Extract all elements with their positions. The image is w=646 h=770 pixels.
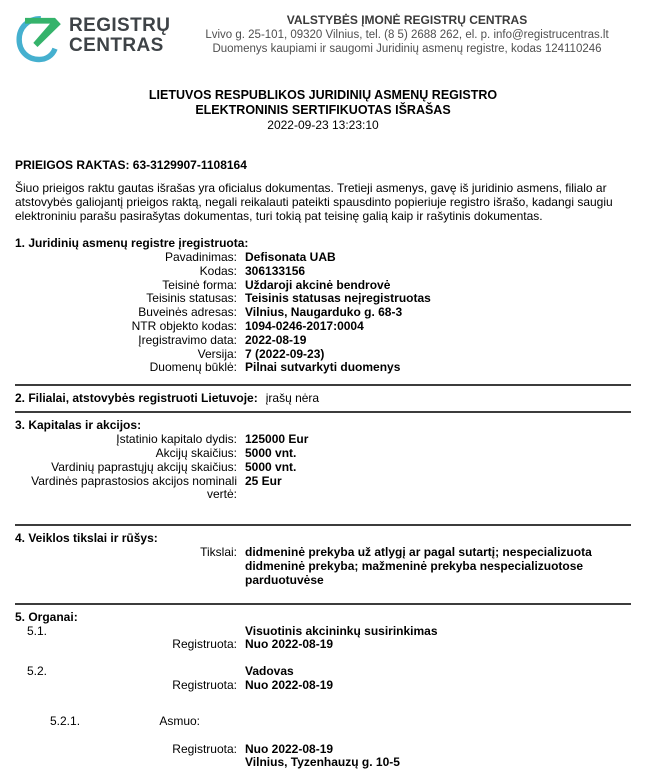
organ-number: 5.2. <box>27 664 48 679</box>
row-value: Uždaroji akcinė bendrovė <box>245 277 391 292</box>
row-value: didmeninė prekyba už atlygį ar pagal sutartį; nespecializuota didmeninė prekyba; mažmeninė prekyba nespecializuotose parduotuvėse <box>245 545 592 587</box>
row-label: Buveinės adresas: <box>138 305 237 320</box>
spacer <box>15 729 631 743</box>
row-label: Registruota: <box>172 637 237 652</box>
separator <box>15 524 631 526</box>
row-label: Duomenų būklė: <box>149 360 237 375</box>
row-value: 7 (2022-09-23) <box>245 346 325 361</box>
row-label: Įregistravimo data: <box>138 332 237 347</box>
organization-name: VALSTYBĖS ĮMONĖ REGISTRŲ CENTRAS <box>286 13 528 27</box>
registry-row <box>15 334 631 348</box>
row-value: Defisonata UAB <box>245 250 336 264</box>
registry-row <box>15 433 631 447</box>
organ-name: Visuotinis akcininkų susirinkimas <box>245 623 438 638</box>
document-header <box>15 10 631 64</box>
row-value: 125000 Eur <box>245 432 309 447</box>
registry-row <box>15 320 631 334</box>
registry-row <box>15 292 631 306</box>
header-text-block <box>183 10 631 56</box>
row-label: Įstatinio kapitalo dydis: <box>116 432 237 447</box>
organ-name: Vadovas <box>245 664 294 679</box>
registry-row <box>15 361 631 375</box>
registry-row <box>15 265 631 279</box>
organ-block-5-2 <box>15 665 631 693</box>
row-value: 1094-0246-2017:0004 <box>245 318 364 333</box>
logo-wordmark <box>69 16 170 56</box>
registry-row <box>15 461 631 475</box>
section-1-heading: 1. Juridinių asmenų registre įregistruota: <box>15 236 249 250</box>
row-label: Pavadinimas: <box>164 250 237 264</box>
separator <box>15 411 631 413</box>
section-2-value: įrašų nėra <box>265 391 320 406</box>
registry-row <box>15 279 631 293</box>
row-value: 306133156 <box>245 263 306 278</box>
row-label: Vardinės paprastosios akcijos nominali vertė: <box>31 473 237 502</box>
registry-row <box>15 447 631 461</box>
document-title-line2: ELEKTRONINIS SERTIFIKUOTAS IŠRAŠAS <box>195 103 451 117</box>
row-label: Registruota: <box>172 677 237 692</box>
organ-number: 5.2.1. <box>50 713 81 728</box>
row-label <box>15 665 237 679</box>
organ-block-5-1 <box>15 625 631 653</box>
logo-wordmark-line1: REGISTRŲ <box>69 15 171 36</box>
row-label: Teisinis statusas: <box>146 291 237 306</box>
section-3-rows <box>15 433 631 502</box>
disclaimer-text: Šiuo prieigos raktu gautas išrašas yra oficialus dokumentas. Tretieji asmenys, gavę iš juridinio asmens, filialo ar atstovybės galiojantį prieigos raktą, negali reikalauti pateikti spausdinto popieriuje registro išrašo, kadangi saugiu elektroniniu parašu pasirašytas dokumentas, turi tokią pat teisinę galią kaip ir rašytinis dokumentas. <box>15 181 613 223</box>
row-value: 5000 vnt. <box>245 445 297 460</box>
registry-row <box>15 475 631 503</box>
document-title-line1: LIETUVOS RESPUBLIKOS JURIDINIŲ ASMENŲ REGISTRO <box>148 88 498 102</box>
row-label: Teisinė forma: <box>162 277 237 292</box>
row-label: Vardinių paprastųjų akcijų skaičius: <box>51 459 237 474</box>
section-5-heading: 5. Organai: <box>15 609 78 624</box>
registry-row <box>15 743 631 770</box>
section-4 <box>15 531 631 587</box>
section-3-heading: 3. Kapitalas ir akcijos: <box>15 418 142 433</box>
registry-row <box>15 306 631 320</box>
row-value: Pilnai sutvarkyti duomenys <box>245 360 401 375</box>
registry-row <box>15 546 631 587</box>
document-datetime: 2022-09-23 13:23:10 <box>267 118 379 132</box>
organ-number: 5.1. <box>27 623 48 638</box>
row-label: Akcijų skaičius: <box>155 445 237 460</box>
logo-wordmark-line2: CENTRAS <box>69 35 164 56</box>
document-title <box>15 88 631 118</box>
section-1 <box>15 236 631 375</box>
registry-row <box>15 679 631 693</box>
separator <box>15 384 631 386</box>
row-value: Teisinis statusas neįregistruotas <box>245 291 431 306</box>
separator <box>15 603 631 605</box>
section-4-rows <box>15 546 631 587</box>
section-4-heading: 4. Veiklos tikslai ir rūšys: <box>15 531 158 546</box>
row-label: Registruota: <box>172 741 237 756</box>
section-5 <box>15 610 631 770</box>
registered-address: Vilnius, Tyzenhauzų g. 10-5 <box>245 755 400 770</box>
row-value: 2022-08-19 <box>245 332 307 347</box>
section-2-heading: 2. Filialai, atstovybės registruoti Lietuvoje: <box>15 391 258 406</box>
address-line: Lvivo g. 25-101, 09320 Vilnius, tel. (8 5) 2688 262, el. p. info@registrucentras.lt <box>205 29 609 41</box>
row-label: Tikslai: <box>200 545 237 560</box>
register-info-line: Duomenys kaupiami ir saugomi Juridinių asmenų registre, kodas 124110246 <box>212 43 602 55</box>
row-value: Nuo 2022-08-19 <box>245 637 334 652</box>
organ-name-row <box>15 625 631 639</box>
registry-row <box>15 348 631 362</box>
section-3 <box>15 418 631 502</box>
organ-block-5-2-1 <box>15 715 631 770</box>
section-2 <box>15 391 631 406</box>
section-1-rows <box>15 251 631 375</box>
row-value: Nuo 2022-08-19 <box>245 677 334 692</box>
row-label <box>15 625 237 639</box>
access-key: PRIEIGOS RAKTAS: 63-3129907-1108164 <box>15 158 247 172</box>
registry-row <box>15 251 631 265</box>
person-label: Asmuo: <box>159 713 200 728</box>
registry-row <box>15 638 631 652</box>
registered-date: Nuo 2022-08-19 <box>245 741 334 756</box>
row-value: Vilnius, Naugarduko g. 68-3 <box>245 305 403 320</box>
row-value: 25 Eur <box>245 473 282 488</box>
registru-centras-logo <box>15 10 183 64</box>
row-label: Versija: <box>197 346 237 361</box>
row-value: 5000 vnt. <box>245 459 297 474</box>
row-value <box>245 743 400 770</box>
organ-name-row <box>15 665 631 679</box>
row-label: NTR objekto kodas: <box>131 318 237 333</box>
registru-centras-logo-icon <box>15 10 65 64</box>
person-row <box>15 715 631 729</box>
row-label: Kodas: <box>199 263 237 278</box>
